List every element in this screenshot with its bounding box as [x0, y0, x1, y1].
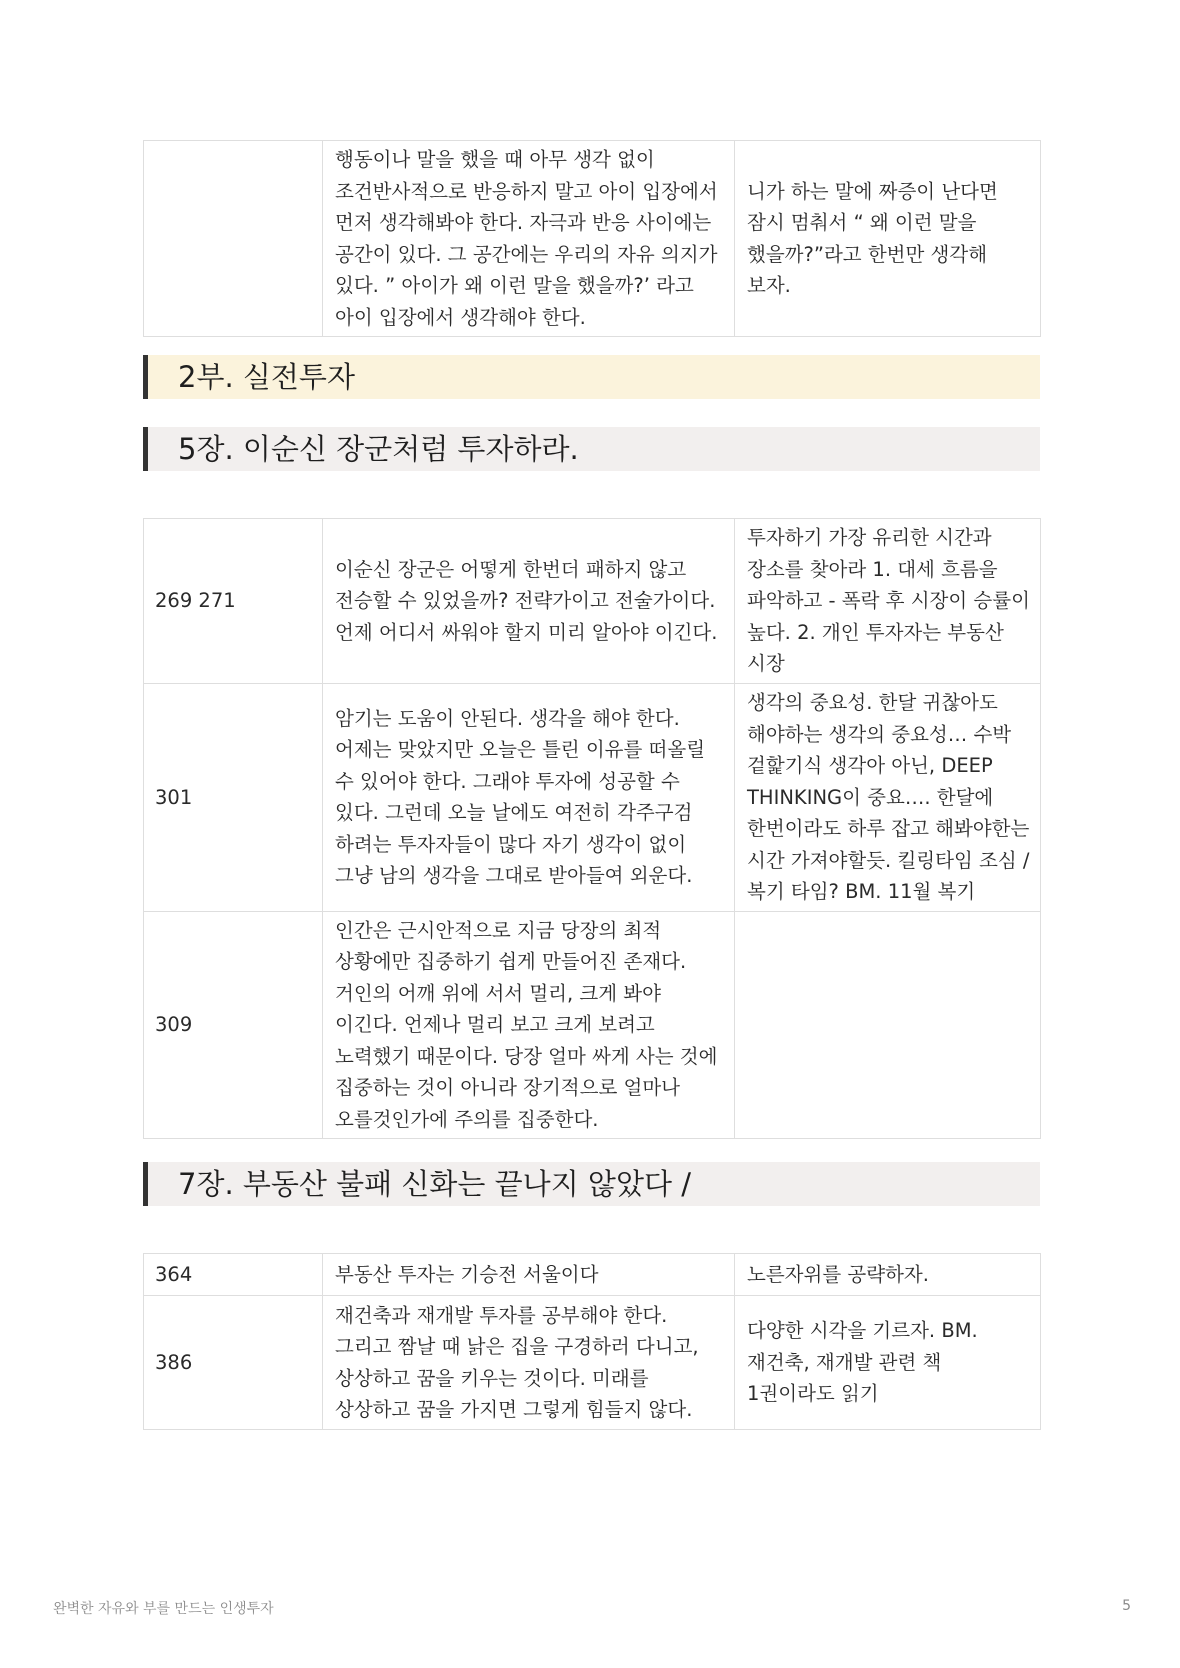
page-number-cell: 386	[144, 1296, 323, 1430]
note-cell: 니가 하는 말에 짜증이 난다면 잠시 멈춰서 “ 왜 이런 말을 했을까?”라고 한번만 생각해 보자.	[735, 141, 1041, 337]
table-row	[144, 684, 1041, 912]
page-number-cell: 301	[144, 684, 323, 912]
note-cell: 노른자위를 공략하자.	[735, 1254, 1041, 1296]
quote-cell: 행동이나 말을 했을 때 아무 생각 없이 조건반사적으로 반응하지 말고 아이 입장에서 먼저 생각해봐야 한다. 자극과 반응 사이에는 공간이 있다. 그 공간에는 우리의 자유 의지가 있다. ” 아이가 왜 이런 말을 했을까?’ 라고 아이 입장에서 생각해야 한다.	[323, 141, 735, 337]
table-row	[144, 141, 1041, 337]
page-number-cell: 309	[144, 911, 323, 1139]
chapter-7-heading: 7장. 부동산 불패 신화는 끝나지 않았다 /	[143, 1162, 1040, 1206]
note-cell	[735, 911, 1041, 1139]
table-row	[144, 911, 1041, 1139]
notes-table-chapter-5	[143, 518, 1041, 1139]
part-heading: 2부. 실전투자	[143, 355, 1040, 399]
quote-cell: 이순신 장군은 어떻게 한번더 패하지 않고 전승할 수 있었을까? 전략가이고 전술가이다. 언제 어디서 싸워야 할지 미리 알아야 이긴다.	[323, 519, 735, 684]
notes-table-continued	[143, 140, 1041, 337]
quote-cell: 부동산 투자는 기승전 서울이다	[323, 1254, 735, 1296]
footer-book-title: 완벽한 자유와 부를 만드는 인생투자	[53, 1601, 274, 1617]
page-number-cell	[144, 141, 323, 337]
notes-table-chapter-7	[143, 1253, 1041, 1430]
chapter-5-heading: 5장. 이순신 장군처럼 투자하라.	[143, 427, 1040, 471]
quote-cell: 재건축과 재개발 투자를 공부해야 한다. 그리고 짬날 때 낡은 집을 구경하러 다니고, 상상하고 꿈을 키우는 것이다. 미래를 상상하고 꿈을 가지면 그렇게 힘들지 않다.	[323, 1296, 735, 1430]
footer-page-number: 5	[1122, 1598, 1131, 1614]
table-row	[144, 519, 1041, 684]
note-cell: 다양한 시각을 기르자. BM. 재건축, 재개발 관련 책 1권이라도 읽기	[735, 1296, 1041, 1430]
quote-cell: 암기는 도움이 안된다. 생각을 해야 한다. 어제는 맞았지만 오늘은 틀린 이유를 떠올릴 수 있어야 한다. 그래야 투자에 성공할 수 있다. 그런데 오늘 날에도 여전히 각주구검 하려는 투자자들이 많다 자기 생각이 없이 그냥 남의 생각을 그대로 받아들여 외운다.	[323, 684, 735, 912]
table-row	[144, 1296, 1041, 1430]
page-number-cell: 364	[144, 1254, 323, 1296]
table-row	[144, 1254, 1041, 1296]
note-cell: 생각의 중요성. 한달 귀찮아도 해야하는 생각의 중요성… 수박 겉핥기식 생각아 아닌, DEEP THINKING이 중요…. 한달에 한번이라도 하루 잡고 해봐야한는 시간 가져야할듯. 킬링타임 조심 / 복기 타임? BM. 11월 복기	[735, 684, 1041, 912]
page-number-cell: 269 271	[144, 519, 323, 684]
quote-cell: 인간은 근시안적으로 지금 당장의 최적 상황에만 집중하기 쉽게 만들어진 존재다. 거인의 어깨 위에 서서 멀리, 크게 봐야 이긴다. 언제나 멀리 보고 크게 보려고 노력했기 때문이다. 당장 얼마 싸게 사는 것에 집중하는 것이 아니라 장기적으로 얼마나 오를것인가에 주의를 집중한다.	[323, 911, 735, 1139]
note-cell: 투자하기 가장 유리한 시간과 장소를 찾아라 1. 대세 흐름을 파악하고 - 폭락 후 시장이 승률이 높다. 2. 개인 투자자는 부동산 시장	[735, 519, 1041, 684]
